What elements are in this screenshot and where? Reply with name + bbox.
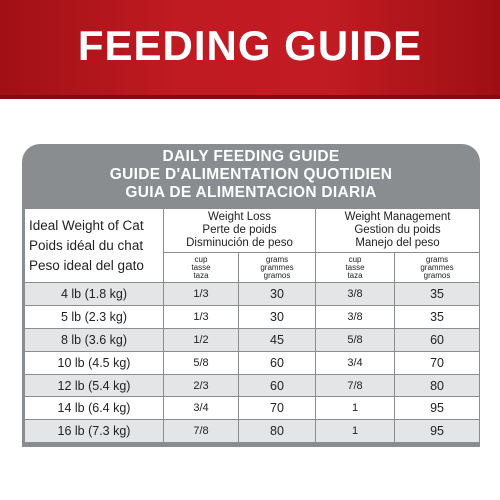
weight-cell: 10 lb (4.5 kg) — [25, 351, 164, 374]
mgmt-cup-unit-header — [316, 253, 395, 283]
table-row — [25, 420, 480, 443]
loss-grams-unit-header — [239, 253, 316, 283]
mgmt-grams-unit-header — [395, 253, 480, 283]
unit-grams-fr: grammes — [420, 262, 454, 272]
weight-cell: 14 lb (6.4 kg) — [25, 397, 164, 420]
feeding-table — [24, 208, 480, 443]
weight-cell: 4 lb (1.8 kg) — [25, 283, 164, 306]
weight-mgmt-grams-cell: 35 — [395, 283, 480, 306]
weight-loss-grams-cell: 60 — [239, 351, 316, 374]
unit-grams-es: gramos — [263, 270, 291, 280]
weight-mgmt-es: Manejo del peso — [355, 237, 440, 249]
weight-mgmt-cup-cell: 3/4 — [316, 351, 395, 374]
weight-loss-cup-cell: 7/8 — [164, 420, 239, 443]
weight-loss-en: Weight Loss — [207, 211, 272, 223]
unit-cup-es: taza — [347, 270, 363, 280]
table-row — [25, 305, 480, 328]
weight-mgmt-grams-cell: 95 — [395, 420, 480, 443]
banner-divider — [0, 95, 500, 99]
weight-mgmt-grams-cell: 80 — [395, 374, 480, 397]
table-header — [22, 144, 480, 208]
weight-mgmt-cup-cell: 7/8 — [316, 374, 395, 397]
weight-head-es: Peso ideal del gato — [29, 257, 144, 273]
weight-mgmt-grams-cell: 70 — [395, 351, 480, 374]
weight-loss-grams-cell: 70 — [239, 397, 316, 420]
weight-loss-cup-cell: 3/4 — [164, 397, 239, 420]
weight-loss-grams-cell: 60 — [239, 374, 316, 397]
weight-loss-header — [164, 209, 316, 253]
unit-cup-en: cup — [348, 254, 362, 264]
weight-loss-grams-cell: 80 — [239, 420, 316, 443]
weight-loss-cup-cell: 5/8 — [164, 351, 239, 374]
unit-grams-en: grams — [265, 254, 289, 264]
weight-mgmt-en: Weight Management — [344, 211, 451, 223]
feeding-table-panel — [22, 144, 480, 444]
weight-mgmt-cup-cell: 5/8 — [316, 328, 395, 351]
table-bottom-border — [22, 444, 480, 447]
weight-cell: 5 lb (2.3 kg) — [25, 305, 164, 328]
weight-cell: 8 lb (3.6 kg) — [25, 328, 164, 351]
weight-loss-grams-cell: 30 — [239, 283, 316, 306]
weight-loss-grams-cell: 30 — [239, 305, 316, 328]
table-row — [25, 397, 480, 420]
weight-head-fr: Poids idéal du chat — [29, 237, 144, 253]
weight-loss-fr: Perte de poids — [202, 224, 277, 236]
unit-cup-en: cup — [194, 254, 208, 264]
table-row — [25, 283, 480, 306]
weight-loss-es: Disminución de peso — [186, 237, 293, 249]
weight-mgmt-grams-cell: 35 — [395, 305, 480, 328]
weight-loss-cup-cell: 2/3 — [164, 374, 239, 397]
table-body — [25, 283, 480, 443]
weight-cell: 16 lb (7.3 kg) — [25, 420, 164, 443]
weight-mgmt-fr: Gestion du poids — [354, 224, 441, 236]
unit-cup-fr: tasse — [191, 262, 211, 272]
header-line-en: DAILY FEEDING GUIDE — [162, 148, 340, 165]
weight-mgmt-grams-cell: 60 — [395, 328, 480, 351]
feeding-guide-banner — [0, 0, 500, 95]
weight-mgmt-cup-cell: 1 — [316, 420, 395, 443]
loss-cup-unit-header — [164, 253, 239, 283]
weight-column-header — [25, 209, 164, 283]
unit-cup-fr: tasse — [345, 262, 365, 272]
header-line-es: GUIA DE ALIMENTACION DIARIA — [125, 184, 377, 201]
banner-title: FEEDING GUIDE — [77, 21, 423, 69]
weight-cell: 12 lb (5.4 kg) — [25, 374, 164, 397]
weight-mgmt-cup-cell: 3/8 — [316, 283, 395, 306]
weight-loss-cup-cell: 1/3 — [164, 305, 239, 328]
weight-mgmt-cup-cell: 1 — [316, 397, 395, 420]
unit-cup-es: taza — [193, 270, 209, 280]
table-row — [25, 328, 480, 351]
unit-grams-fr: grammes — [260, 262, 294, 272]
unit-grams-es: gramos — [423, 270, 451, 280]
weight-mgmt-grams-cell: 95 — [395, 397, 480, 420]
table-row — [25, 374, 480, 397]
weight-head-en: Ideal Weight of Cat — [29, 217, 144, 233]
weight-loss-cup-cell: 1/3 — [164, 283, 239, 306]
header-line-fr: GUIDE D'ALIMENTATION QUOTIDIEN — [109, 166, 393, 183]
weight-loss-cup-cell: 1/2 — [164, 328, 239, 351]
table-row — [25, 351, 480, 374]
weight-loss-grams-cell: 45 — [239, 328, 316, 351]
unit-grams-en: grams — [425, 254, 449, 264]
weight-management-header — [316, 209, 480, 253]
weight-mgmt-cup-cell: 3/8 — [316, 305, 395, 328]
